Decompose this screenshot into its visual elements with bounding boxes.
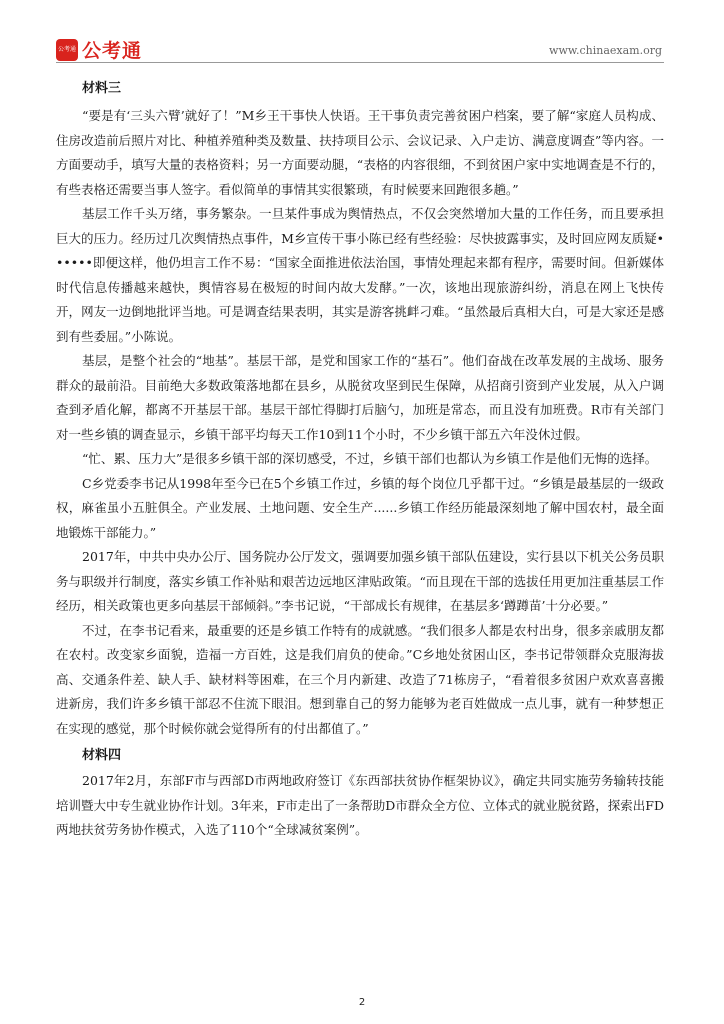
document-body — [56, 76, 664, 843]
site-url: www.chinaexam.org — [549, 44, 662, 57]
paragraph: 不过，在李书记看来，最重要的还是乡镇工作特有的成就感。“我们很多人都是农村出身，很多亲戚朋友都在农村。改变家乡面貌，造福一方百姓，这是我们肩负的使命。”C乡地处贫困山区，李书记带领群众克服海拔高、交通条件差、缺人手、缺材料等困难，在三个月内新建、改造了71栋房子，“看着很多贫困户欢欢喜喜搬进新房，我们许多乡镇干部忍不住流下眼泪。想到靠自己的努力能够为老百姓做成一点儿事，就有一种梦想正在实现的感觉，那个时候你就会觉得所有的付出都值了。” — [56, 622, 664, 736]
paragraph: 基层工作千头万绪，事务繁杂。一旦某件事成为舆情热点，不仅会突然增加大量的工作任务，而且要承担巨大的压力。经历过几次舆情热点事件，M乡宣传干事小陈已经有些经验：尽快披露事实，及时回应网友质疑••••••即便这样，他仍坦言工作不易：“国家全面推进依法治国，事情处理起来都有程序，需要时间。但新媒体时代信息传播越来越快，舆情容易在极短的时间内故大发酵。”一次，该地出现旅游纠纷，消息在网上飞快传开，网友一边倒地批评当地。可是调查结果表明，其实是游客挑衅刁难。“虽然最后真相大白，可是大家还是感到有些委屈。”小陈说。 — [56, 206, 664, 344]
page-number: 2 — [358, 997, 366, 1008]
section-heading: 材料三 — [82, 81, 122, 96]
paragraph: “忙、累、压力大”是很多乡镇干部的深切感受，不过，乡镇干部们也都认为乡镇工作是他们无悔的选择。 — [82, 451, 658, 466]
logo — [56, 36, 142, 63]
header-divider — [56, 62, 664, 63]
paragraph: 2017年，中共中央办公厅、国务院办公厅发文，强调要加强乡镇干部队伍建设，实行县以下机关公务员职务与职级并行制度，落实乡镇工作补贴和艰苦边远地区津贴政策。“而且现在干部的选拔任用更加注重基层工作经历，相关政策也更多向基层干部倾斜。”李书记说，“干部成长有规律，在基层多‘蹲蹲苗’十分必要。” — [56, 549, 664, 613]
paragraph: 2017年2月，东部F市与西部D市两地政府签订《东西部扶贫协作框架协议》，确定共同实施劳务输转技能培训暨大中专生就业协作计划。3年来，F市走出了一条帮助D市群众全方位、立体式的就业脱贫路，探索出FD两地扶贫劳务协作模式，入选了110个“全球减贫案例”。 — [56, 773, 664, 837]
section-heading: 材料四 — [82, 748, 122, 763]
logo-text: 公考通 — [82, 40, 143, 62]
paragraph: 基层，是整个社会的“地基”。基层干部，是党和国家工作的“基石”。他们奋战在改革发展的主战场、服务群众的最前沿。目前绝大多数政策落地都在县乡，从脱贫攻坚到民生保障，从招商引资到产业发展，从入户调查到矛盾化解，都离不开基层干部。基层干部忙得脚打后脑勺，加班是常态，而且没有加班费。R市有关部门对一些乡镇的调查显示，乡镇干部平均每天工作10到11个小时，不少乡镇干部五六年没休过假。 — [56, 353, 664, 442]
paragraph: “要是有‘三头六臂’就好了！”M乡王干事快人快语。王干事负责完善贫困户档案，要了解“家庭人员构成、住房改造前后照片对比、种植养殖种类及数量、扶持项目公示、会议记录、入户走访、满意度调查”等内容。一方面要动手，填写大量的表格资料；另一方面要动腿，“表格的内容很细，不到贫困户家中实地调查是不行的，有些表格还需要当事人签字。看似简单的事情其实很繁琐，有时候要来回跑很多趟。” — [56, 108, 664, 197]
page-header — [56, 36, 664, 62]
paragraph: C乡党委李书记从1998年至今已在5个乡镇工作过，乡镇的每个岗位几乎都干过。“乡镇是最基层的一级政权，麻雀虽小五脏俱全。产业发展、土地问题、安全生产......乡镇工作经历能最深刻地了解中国农村，最全面地锻炼干部能力。” — [56, 475, 664, 540]
logo-mark-icon: 公考通 — [56, 39, 78, 61]
